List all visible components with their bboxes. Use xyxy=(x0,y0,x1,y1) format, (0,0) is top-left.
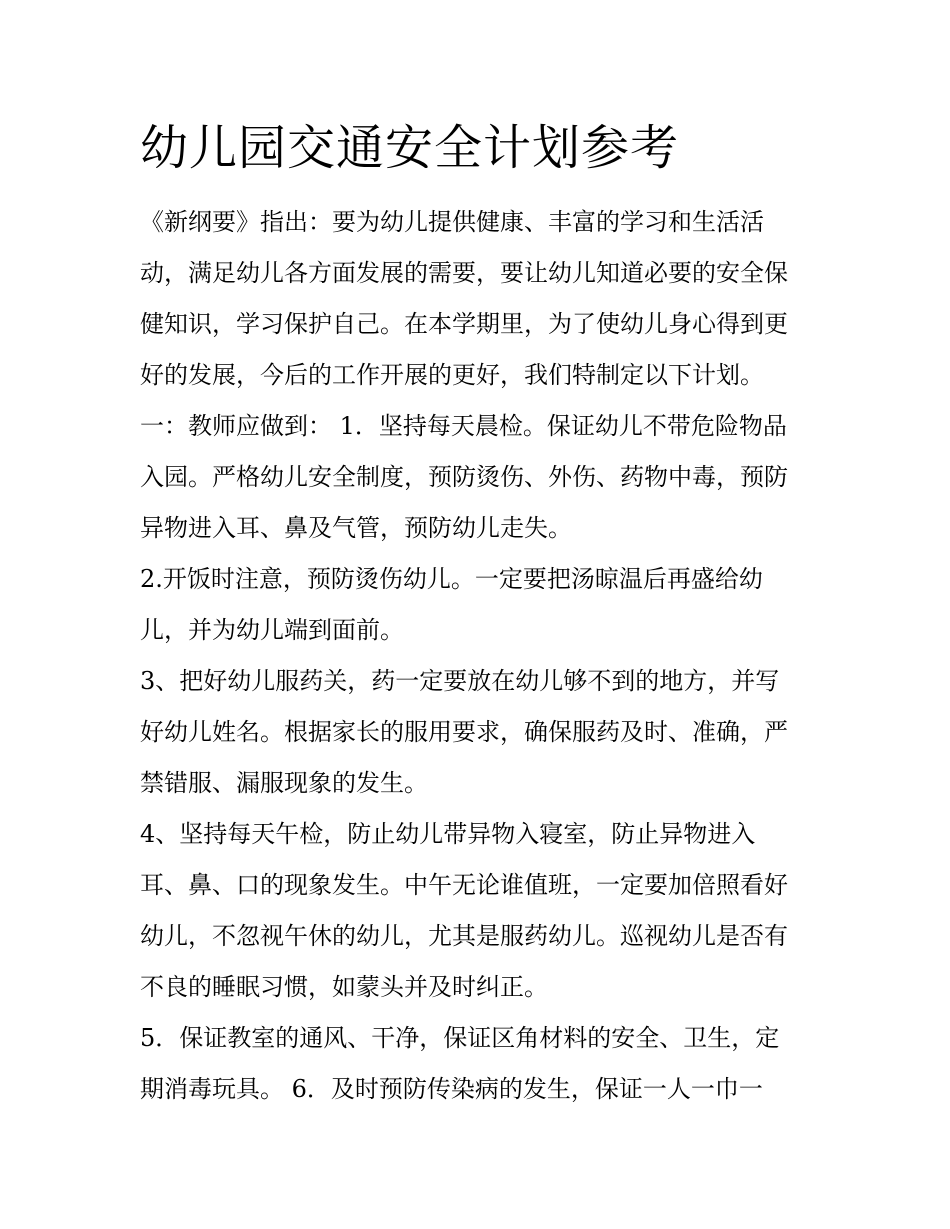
document-title: 幼儿园交通安全计划参考 xyxy=(140,120,680,176)
body-line: 好幼儿姓名。根据家长的服用要求，确保服药及时、准确，严 xyxy=(140,718,788,746)
body-line: 不良的睡眠习惯，如蒙头并及时纠正。 xyxy=(140,973,548,1001)
body-line: 5．保证教室的通风、干净，保证区角材料的安全、卫生，定 xyxy=(140,1024,780,1052)
body-line: 幼儿，不忽视午休的幼儿，尤其是服药幼儿。巡视幼儿是否有 xyxy=(140,922,788,950)
body-line: 2.开饭时注意，预防烫伤幼儿。一定要把汤晾温后再盛给幼 xyxy=(140,565,763,593)
body-line: 好的发展，今后的工作开展的更好，我们特制定以下计划。 xyxy=(140,361,764,389)
body-line: 动，满足幼儿各方面发展的需要，要让幼儿知道必要的安全保 xyxy=(140,259,788,287)
body-line: 《新纲要》指出：要为幼儿提供健康、丰富的学习和生活活 xyxy=(140,208,764,236)
body-line: 入园。严格幼儿安全制度，预防烫伤、外伤、药物中毒，预防 xyxy=(140,463,788,491)
body-line: 异物进入耳、鼻及气管，预防幼儿走失。 xyxy=(140,514,572,542)
body-line: 耳、鼻、口的现象发生。中午无论谁值班，一定要加倍照看好 xyxy=(140,871,788,899)
body-line: 一：教师应做到： 1．坚持每天晨检。保证幼儿不带危险物品 xyxy=(140,412,787,440)
body-line: 3、把好幼儿服药关，药一定要放在幼儿够不到的地方，并写 xyxy=(140,667,780,695)
body-line: 儿，并为幼儿端到面前。 xyxy=(140,616,404,644)
body-line: 4、坚持每天午检，防止幼儿带异物入寝室，防止异物进入 xyxy=(140,820,756,848)
body-line: 健知识，学习保护自己。在本学期里，为了使幼儿身心得到更 xyxy=(140,310,788,338)
body-line: 禁错服、漏服现象的发生。 xyxy=(140,769,428,797)
body-line: 期消毒玩具。 6．及时预防传染病的发生，保证一人一巾一 xyxy=(140,1075,763,1103)
